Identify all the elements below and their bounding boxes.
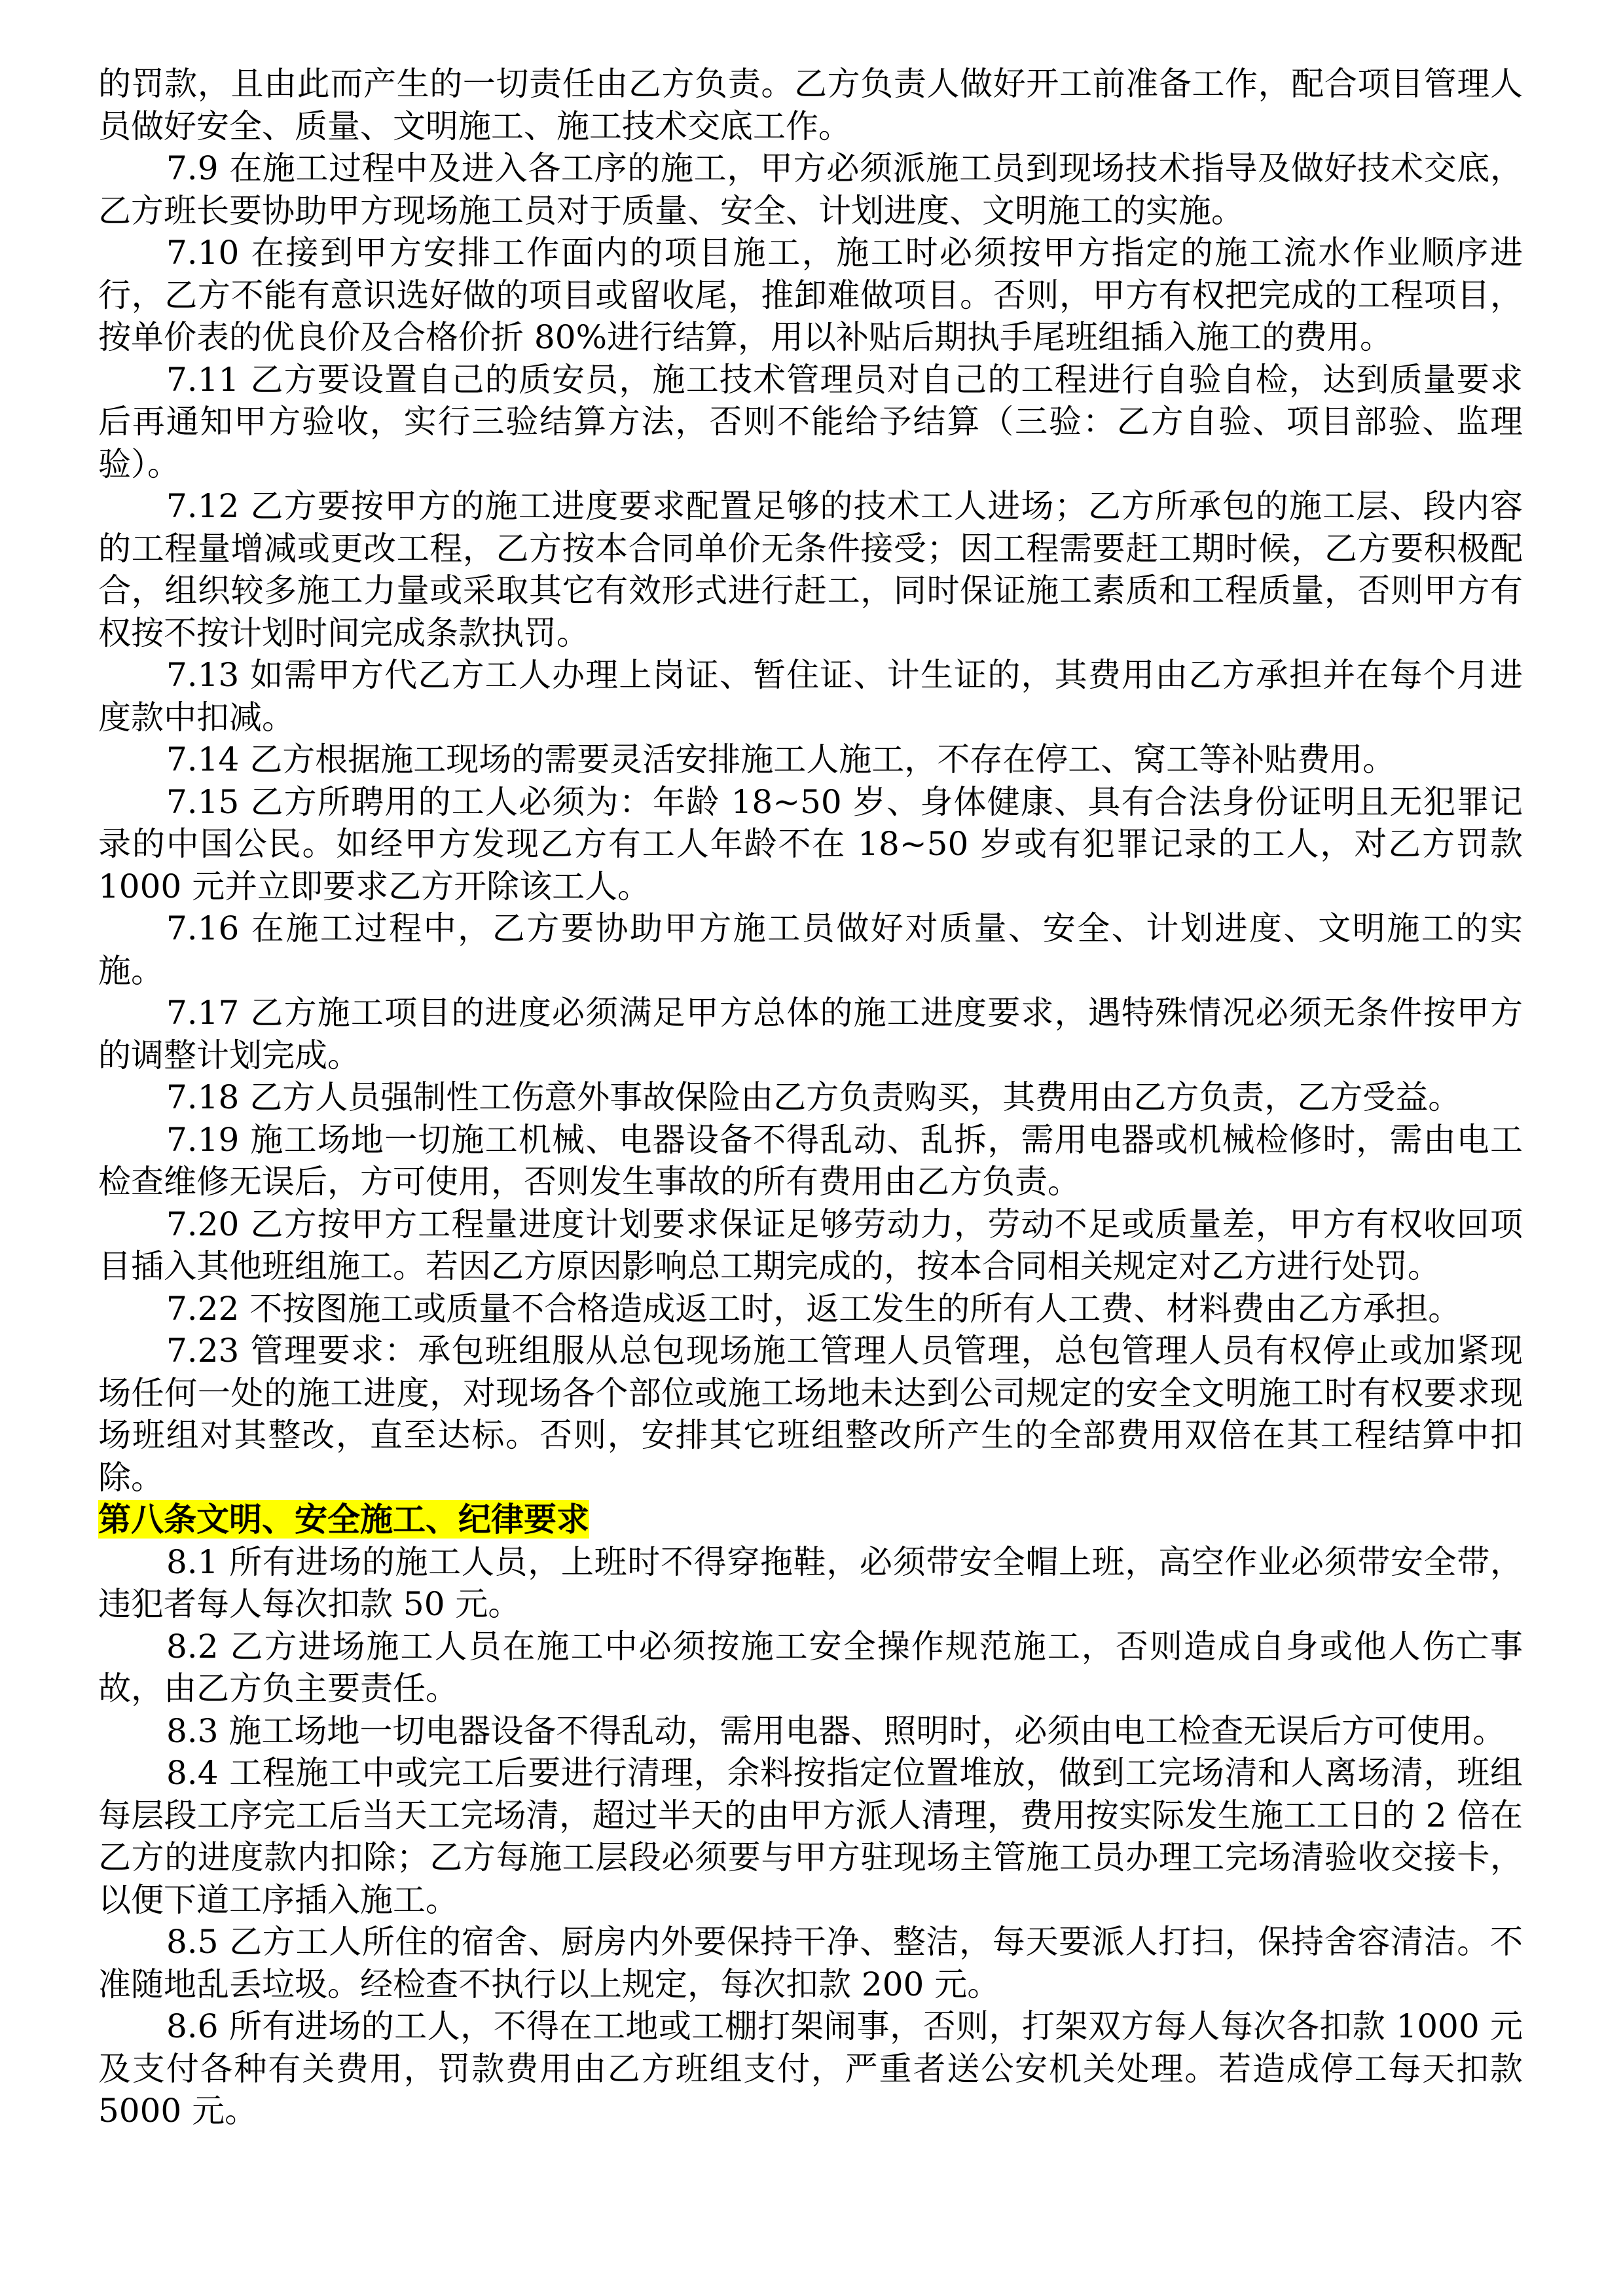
clause-7-13: 7.13 如需甲方代乙方工人办理上岗证、暂住证、计生证的，其费用由乙方承担并在每个月进度款中扣减。 <box>98 656 1523 737</box>
clause-7-12: 7.12 乙方要按甲方的施工进度要求配置足够的技术工人进场；乙方所承包的施工层、段内容的工程量增减或更改工程，乙方按本合同单价无条件接受；因工程需要赶工期时候，乙方要积极配合，组织较多施工力量或采取其它有效形式进行赶工，同时保证施工素质和工程质量，否则甲方有权按不按计划时间完成条款执罚。 <box>98 487 1523 652</box>
clause-8-3: 8.3 施工场地一切电器设备不得乱动，需用电器、照明时，必须由电工检查无误后方可使用。 <box>166 1711 1506 1750</box>
clause-7-11: 7.11 乙方要设置自己的质安员，施工技术管理员对自己的工程进行自验自检，达到质量要求后再通知甲方验收，实行三验结算方法，否则不能给予结算（三验：乙方自验、项目部验、监理验）。 <box>98 360 1523 483</box>
clause-7-9: 7.9 在施工过程中及进入各工序的施工，甲方必须派施工员到现场技术指导及做好技术交底，乙方班长要协助甲方现场施工员对于质量、安全、计划进度、文明施工的实施。 <box>98 149 1523 230</box>
document-page <box>98 63 1523 2132</box>
clause-8-1: 8.1 所有进场的施工人员，上班时不得穿拖鞋，必须带安全帽上班，高空作业必须带安全带，违犯者每人每次扣款 50 元。 <box>98 1542 1523 1623</box>
clause-7-23: 7.23 管理要求：承包班组服从总包现场施工管理人员管理，总包管理人员有权停止或加紧现场任何一处的施工进度，对现场各个部位或施工场地未达到公司规定的安全文明施工时有权要求现场班组对其整改，直至达标。否则，安排其它班组整改所产生的全部费用双倍在其工程结算中扣除。 <box>98 1332 1523 1497</box>
clause-8-6: 8.6 所有进场的工人，不得在工地或工棚打架闹事，否则，打架双方每人每次各扣款 1000 元及支付各种有关费用，罚款费用由乙方班组支付，严重者送公安机关处理。若造成停工每天扣款 5000 元。 <box>98 2007 1523 2130</box>
clause-8-5: 8.5 乙方工人所住的宿舍、厨房内外要保持干净、整洁，每天要派人打扫，保持舍容清洁。不准随地乱丢垃圾。经检查不执行以上规定，每次扣款 200 元。 <box>98 1923 1523 2003</box>
continuation-paragraph: 的罚款，且由此而产生的一切责任由乙方负责。乙方负责人做好开工前准备工作，配合项目管理人员做好安全、质量、文明施工、施工技术交底工作。 <box>98 65 1523 145</box>
clause-7-16: 7.16 在施工过程中，乙方要协助甲方施工员做好对质量、安全、计划进度、文明施工的实施。 <box>98 909 1523 990</box>
clause-7-19: 7.19 施工场地一切施工机械、电器设备不得乱动、乱拆，需用电器或机械检修时，需由电工检查维修无误后，方可使用，否则发生事故的所有费用由乙方负责。 <box>98 1120 1523 1201</box>
clause-7-18: 7.18 乙方人员强制性工伤意外事故保险由乙方负责购买，其费用由乙方负责，乙方受益。 <box>166 1078 1461 1116</box>
section-heading-row <box>98 1499 1523 1541</box>
clause-7-10: 7.10 在接到甲方安排工作面内的项目施工，施工时必须按甲方指定的施工流水作业顺序进行，乙方不能有意识选好做的项目或留收尾，推卸难做项目。否则，甲方有权把完成的工程项目，按单价表的优良价及合格价折 80%进行结算，用以补贴后期执手尾班组插入施工的费用。 <box>98 234 1523 356</box>
clause-7-22: 7.22 不按图施工或质量不合格造成返工时，返工发生的所有人工费、材料费由乙方承担。 <box>166 1289 1461 1328</box>
clause-8-2: 8.2 乙方进场施工人员在施工中必须按施工安全操作规范施工，否则造成自身或他人伤亡事故，由乙方负主要责任。 <box>98 1627 1523 1707</box>
clause-7-20: 7.20 乙方按甲方工程量进度计划要求保证足够劳动力，劳动不足或质量差，甲方有权收回项目插入其他班组施工。若因乙方原因影响总工期完成的，按本合同相关规定对乙方进行处罚。 <box>98 1205 1523 1285</box>
clause-7-17: 7.17 乙方施工项目的进度必须满足甲方总体的施工进度要求，遇特殊情况必须无条件按甲方的调整计划完成。 <box>98 994 1523 1074</box>
clause-7-14: 7.14 乙方根据施工现场的需要灵活安排施工人施工，不存在停工、窝工等补贴费用。 <box>166 740 1396 778</box>
clause-8-4: 8.4 工程施工中或完工后要进行清理，余料按指定位置堆放，做到工完场清和人离场清，班组每层段工序完工后当天工完场清，超过半天的由甲方派人清理，费用按实际发生施工工日的 2 倍在乙方的进度款内扣除；乙方每施工层段必须要与甲方驻现场主管施工员办理工完场清验收交接卡，以便下道工序插入施工。 <box>98 1754 1523 1919</box>
clause-7-15: 7.15 乙方所聘用的工人必须为：年龄 18~50 岁、身体健康、具有合法身份证明且无犯罪记录的中国公民。如经甲方发现乙方有工人年龄不在 18~50 岁或有犯罪记录的工人，对乙方罚款 1000 元并立即要求乙方开除该工人。 <box>98 782 1523 905</box>
section-8-heading: 第八条文明、安全施工、纪律要求 <box>98 1500 589 1539</box>
